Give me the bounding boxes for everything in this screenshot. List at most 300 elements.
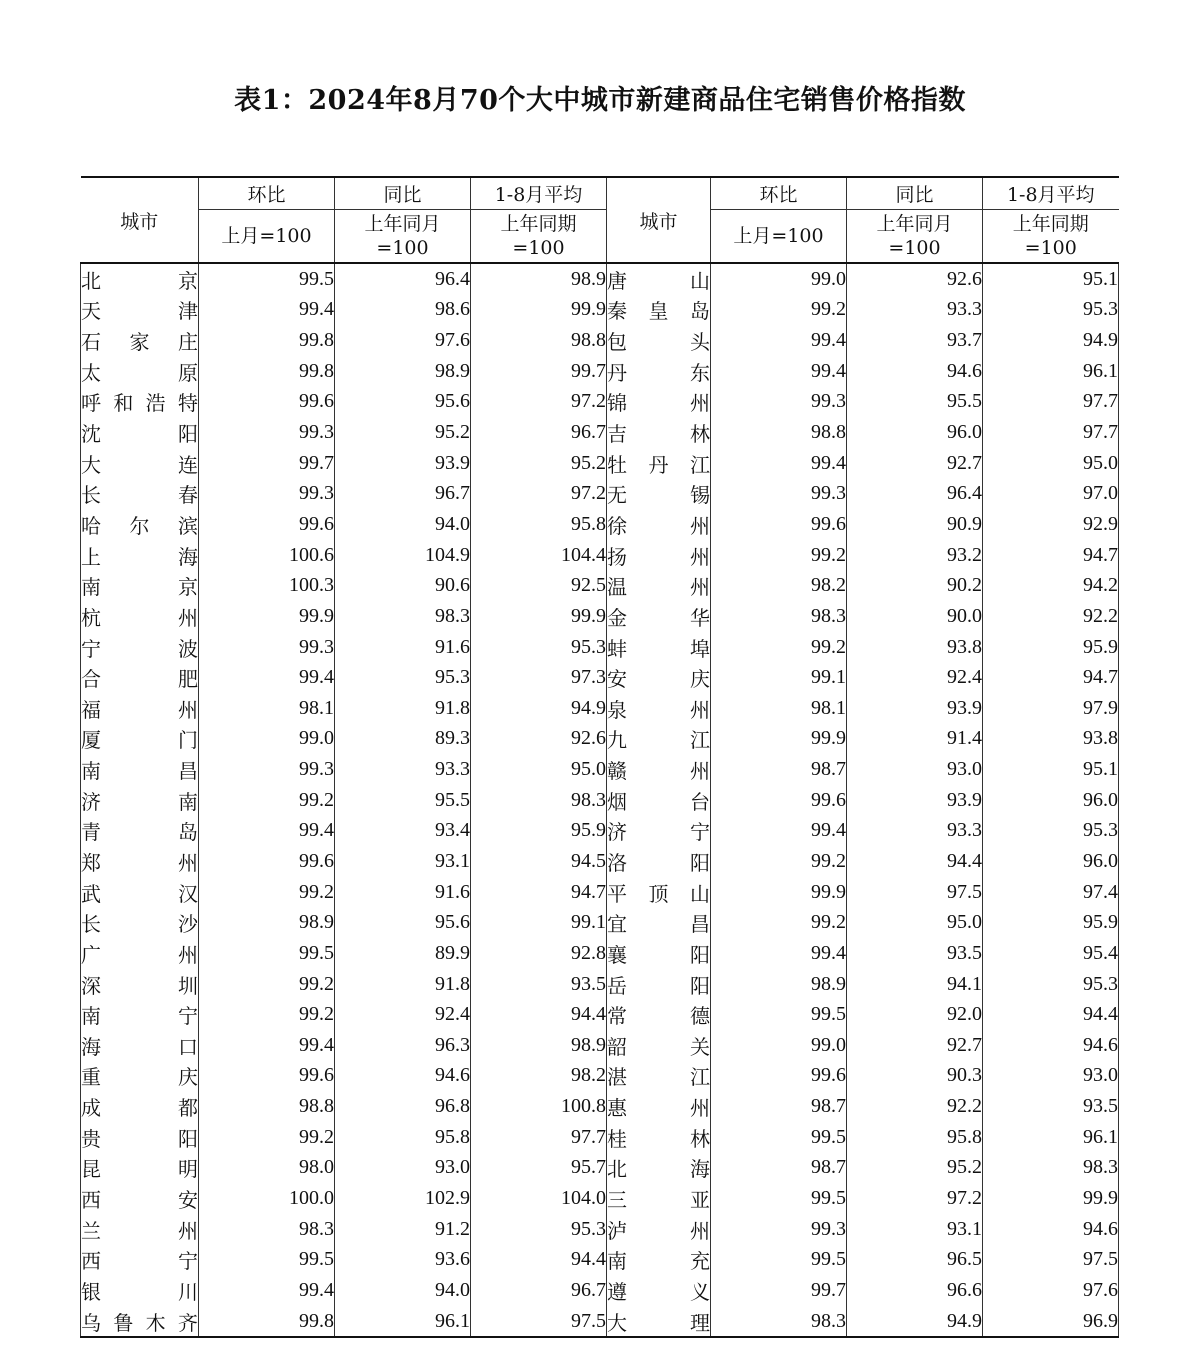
mom-left-cell: 99.7 [199, 448, 335, 479]
mom-right-cell: 99.5 [711, 1122, 847, 1153]
yoy-right-cell: 90.2 [847, 570, 983, 601]
yoy-right-cell: 95.5 [847, 387, 983, 418]
header-yoy-base-right: 上年同月 =100 [847, 210, 983, 264]
mom-right-cell: 99.5 [711, 1245, 847, 1276]
city-right-cell: 洛阳 [607, 846, 711, 877]
table-row [81, 570, 1119, 601]
city-left-cell: 昆明 [81, 1153, 199, 1184]
mom-right-cell: 98.3 [711, 1306, 847, 1338]
header-city-right: 城市 [607, 177, 711, 263]
city-right-cell: 三亚 [607, 1183, 711, 1214]
mom-right-cell: 98.9 [711, 969, 847, 1000]
yoy-right-cell: 94.6 [847, 356, 983, 387]
yoy-right-cell: 96.5 [847, 1245, 983, 1276]
city-right-cell: 岳阳 [607, 969, 711, 1000]
mom-right-cell: 99.6 [711, 1061, 847, 1092]
table-row [81, 724, 1119, 755]
header-mom-base-left: 上月=100 [199, 210, 335, 264]
yoy-left-cell: 94.0 [335, 1275, 471, 1306]
avg-left-cell: 94.7 [471, 877, 607, 908]
yoy-left-cell: 95.5 [335, 785, 471, 816]
avg-right-cell: 94.9 [983, 325, 1119, 356]
header-avg-left: 1-8月平均 [471, 177, 607, 210]
mom-right-cell: 99.3 [711, 478, 847, 509]
header-avg-right: 1-8月平均 [983, 177, 1119, 210]
avg-left-cell: 99.9 [471, 601, 607, 632]
yoy-right-cell: 92.4 [847, 662, 983, 693]
city-right-cell: 丹东 [607, 356, 711, 387]
mom-left-cell: 99.5 [199, 263, 335, 295]
yoy-left-cell: 93.9 [335, 448, 471, 479]
avg-right-cell: 95.3 [983, 295, 1119, 326]
avg-right-cell: 94.7 [983, 540, 1119, 571]
table-row [81, 1183, 1119, 1214]
mom-left-cell: 98.8 [199, 1091, 335, 1122]
mom-right-cell: 99.2 [711, 907, 847, 938]
yoy-right-cell: 93.8 [847, 632, 983, 663]
yoy-left-cell: 102.9 [335, 1183, 471, 1214]
yoy-left-cell: 90.6 [335, 570, 471, 601]
yoy-right-cell: 94.9 [847, 1306, 983, 1338]
city-left-cell: 南宁 [81, 999, 199, 1030]
city-right-cell: 赣州 [607, 754, 711, 785]
table-row [81, 1275, 1119, 1306]
avg-right-cell: 95.1 [983, 754, 1119, 785]
table-row [81, 1153, 1119, 1184]
city-left-cell: 宁波 [81, 632, 199, 663]
yoy-left-cell: 93.6 [335, 1245, 471, 1276]
avg-right-cell: 96.0 [983, 846, 1119, 877]
city-right-cell: 南充 [607, 1245, 711, 1276]
city-right-cell: 泉州 [607, 693, 711, 724]
mom-left-cell: 98.0 [199, 1153, 335, 1184]
city-left-cell: 郑州 [81, 846, 199, 877]
mom-right-cell: 99.7 [711, 1275, 847, 1306]
mom-right-cell: 98.1 [711, 693, 847, 724]
avg-left-cell: 98.3 [471, 785, 607, 816]
yoy-right-cell: 92.6 [847, 263, 983, 295]
header-avg-base-left: 上年同期 =100 [471, 210, 607, 264]
avg-right-cell: 95.0 [983, 448, 1119, 479]
avg-right-cell: 94.4 [983, 999, 1119, 1030]
yoy-right-cell: 93.0 [847, 754, 983, 785]
yoy-left-cell: 94.6 [335, 1061, 471, 1092]
city-left-cell: 成都 [81, 1091, 199, 1122]
yoy-left-cell: 95.6 [335, 907, 471, 938]
avg-left-cell: 96.7 [471, 417, 607, 448]
avg-right-cell: 97.4 [983, 877, 1119, 908]
table-row [81, 969, 1119, 1000]
yoy-left-cell: 93.0 [335, 1153, 471, 1184]
avg-right-cell: 97.5 [983, 1245, 1119, 1276]
city-right-cell: 金华 [607, 601, 711, 632]
yoy-right-cell: 93.2 [847, 540, 983, 571]
city-right-cell: 襄阳 [607, 938, 711, 969]
mom-right-cell: 99.9 [711, 724, 847, 755]
city-left-cell: 贵阳 [81, 1122, 199, 1153]
mom-left-cell: 99.2 [199, 969, 335, 1000]
city-right-cell: 扬州 [607, 540, 711, 571]
city-right-cell: 包头 [607, 325, 711, 356]
yoy-left-cell: 96.4 [335, 263, 471, 295]
mom-right-cell: 99.2 [711, 295, 847, 326]
avg-right-cell: 99.9 [983, 1183, 1119, 1214]
yoy-left-cell: 94.0 [335, 509, 471, 540]
yoy-left-cell: 91.2 [335, 1214, 471, 1245]
table-row [81, 1214, 1119, 1245]
yoy-right-cell: 94.4 [847, 846, 983, 877]
yoy-right-cell: 92.2 [847, 1091, 983, 1122]
yoy-right-cell: 97.2 [847, 1183, 983, 1214]
city-right-cell: 秦皇岛 [607, 295, 711, 326]
mom-left-cell: 99.4 [199, 816, 335, 847]
mom-left-cell: 99.6 [199, 846, 335, 877]
avg-right-cell: 94.6 [983, 1214, 1119, 1245]
yoy-right-cell: 90.9 [847, 509, 983, 540]
yoy-right-cell: 93.3 [847, 816, 983, 847]
mom-right-cell: 99.4 [711, 938, 847, 969]
mom-left-cell: 99.4 [199, 295, 335, 326]
city-left-cell: 青岛 [81, 816, 199, 847]
mom-right-cell: 98.7 [711, 1153, 847, 1184]
city-right-cell: 无锡 [607, 478, 711, 509]
yoy-left-cell: 89.3 [335, 724, 471, 755]
avg-left-cell: 97.2 [471, 387, 607, 418]
mom-left-cell: 98.3 [199, 1214, 335, 1245]
table-row [81, 295, 1119, 326]
yoy-left-cell: 95.2 [335, 417, 471, 448]
city-right-cell: 常德 [607, 999, 711, 1030]
yoy-right-cell: 96.6 [847, 1275, 983, 1306]
city-left-cell: 长沙 [81, 907, 199, 938]
yoy-right-cell: 93.1 [847, 1214, 983, 1245]
city-right-cell: 济宁 [607, 816, 711, 847]
city-left-cell: 石家庄 [81, 325, 199, 356]
avg-left-cell: 97.3 [471, 662, 607, 693]
avg-left-cell: 98.9 [471, 263, 607, 295]
mom-left-cell: 99.9 [199, 601, 335, 632]
mom-right-cell: 99.5 [711, 1183, 847, 1214]
yoy-right-cell: 93.3 [847, 295, 983, 326]
avg-right-cell: 95.9 [983, 632, 1119, 663]
mom-left-cell: 99.2 [199, 785, 335, 816]
avg-right-cell: 92.9 [983, 509, 1119, 540]
city-right-cell: 平顶山 [607, 877, 711, 908]
city-left-cell: 哈尔滨 [81, 509, 199, 540]
city-left-cell: 海口 [81, 1030, 199, 1061]
mom-right-cell: 99.4 [711, 325, 847, 356]
city-left-cell: 银川 [81, 1275, 199, 1306]
city-left-cell: 长春 [81, 478, 199, 509]
avg-right-cell: 98.3 [983, 1153, 1119, 1184]
city-right-cell: 锦州 [607, 387, 711, 418]
avg-left-cell: 92.6 [471, 724, 607, 755]
table-row [81, 540, 1119, 571]
table-row [81, 907, 1119, 938]
header-mom-right: 环比 [711, 177, 847, 210]
yoy-right-cell: 93.9 [847, 693, 983, 724]
avg-right-cell: 97.7 [983, 387, 1119, 418]
city-left-cell: 西宁 [81, 1245, 199, 1276]
table-row [81, 938, 1119, 969]
price-index-table [80, 176, 1119, 1338]
avg-left-cell: 95.9 [471, 816, 607, 847]
mom-left-cell: 99.3 [199, 417, 335, 448]
table-row [81, 1122, 1119, 1153]
city-right-cell: 唐山 [607, 263, 711, 295]
mom-left-cell: 100.0 [199, 1183, 335, 1214]
table-row [81, 1061, 1119, 1092]
avg-right-cell: 92.2 [983, 601, 1119, 632]
mom-right-cell: 99.4 [711, 816, 847, 847]
avg-left-cell: 97.7 [471, 1122, 607, 1153]
mom-left-cell: 98.1 [199, 693, 335, 724]
yoy-left-cell: 97.6 [335, 325, 471, 356]
mom-right-cell: 98.2 [711, 570, 847, 601]
avg-right-cell: 93.8 [983, 724, 1119, 755]
mom-left-cell: 99.5 [199, 938, 335, 969]
city-left-cell: 广州 [81, 938, 199, 969]
mom-right-cell: 99.0 [711, 263, 847, 295]
avg-right-cell: 95.4 [983, 938, 1119, 969]
avg-left-cell: 99.7 [471, 356, 607, 387]
table-row [81, 693, 1119, 724]
mom-right-cell: 98.7 [711, 1091, 847, 1122]
avg-right-cell: 95.3 [983, 816, 1119, 847]
yoy-left-cell: 91.8 [335, 693, 471, 724]
table-row [81, 1306, 1119, 1338]
yoy-left-cell: 98.3 [335, 601, 471, 632]
city-left-cell: 合肥 [81, 662, 199, 693]
header-mom-left: 环比 [199, 177, 335, 210]
avg-left-cell: 98.8 [471, 325, 607, 356]
city-left-cell: 沈阳 [81, 417, 199, 448]
city-left-cell: 呼和浩特 [81, 387, 199, 418]
table-row [81, 816, 1119, 847]
mom-left-cell: 99.2 [199, 877, 335, 908]
table-row [81, 1030, 1119, 1061]
yoy-right-cell: 92.7 [847, 1030, 983, 1061]
yoy-left-cell: 91.6 [335, 877, 471, 908]
mom-left-cell: 99.6 [199, 509, 335, 540]
city-right-cell: 牡丹江 [607, 448, 711, 479]
avg-right-cell: 94.7 [983, 662, 1119, 693]
avg-left-cell: 97.5 [471, 1306, 607, 1338]
table-row [81, 325, 1119, 356]
mom-right-cell: 98.8 [711, 417, 847, 448]
yoy-left-cell: 98.9 [335, 356, 471, 387]
avg-left-cell: 95.3 [471, 632, 607, 663]
mom-right-cell: 99.1 [711, 662, 847, 693]
avg-left-cell: 95.3 [471, 1214, 607, 1245]
city-left-cell: 重庆 [81, 1061, 199, 1092]
avg-left-cell: 92.5 [471, 570, 607, 601]
mom-left-cell: 99.4 [199, 1030, 335, 1061]
city-left-cell: 杭州 [81, 601, 199, 632]
avg-left-cell: 95.8 [471, 509, 607, 540]
avg-right-cell: 94.6 [983, 1030, 1119, 1061]
city-right-cell: 韶关 [607, 1030, 711, 1061]
avg-left-cell: 95.0 [471, 754, 607, 785]
mom-left-cell: 99.6 [199, 1061, 335, 1092]
yoy-left-cell: 96.1 [335, 1306, 471, 1338]
header-yoy-left: 同比 [335, 177, 471, 210]
yoy-right-cell: 93.9 [847, 785, 983, 816]
mom-right-cell: 99.9 [711, 877, 847, 908]
mom-left-cell: 99.5 [199, 1245, 335, 1276]
mom-right-cell: 99.0 [711, 1030, 847, 1061]
city-right-cell: 北海 [607, 1153, 711, 1184]
city-right-cell: 大理 [607, 1306, 711, 1338]
city-left-cell: 乌鲁木齐 [81, 1306, 199, 1338]
yoy-right-cell: 95.0 [847, 907, 983, 938]
city-right-cell: 泸州 [607, 1214, 711, 1245]
mom-left-cell: 99.8 [199, 1306, 335, 1338]
city-right-cell: 湛江 [607, 1061, 711, 1092]
yoy-right-cell: 93.7 [847, 325, 983, 356]
city-right-cell: 桂林 [607, 1122, 711, 1153]
city-left-cell: 天津 [81, 295, 199, 326]
yoy-left-cell: 89.9 [335, 938, 471, 969]
city-left-cell: 上海 [81, 540, 199, 571]
city-right-cell: 徐州 [607, 509, 711, 540]
yoy-left-cell: 93.3 [335, 754, 471, 785]
mom-left-cell: 99.4 [199, 662, 335, 693]
mom-left-cell: 99.8 [199, 325, 335, 356]
avg-right-cell: 95.9 [983, 907, 1119, 938]
header-yoy-right: 同比 [847, 177, 983, 210]
yoy-left-cell: 96.7 [335, 478, 471, 509]
avg-left-cell: 95.7 [471, 1153, 607, 1184]
city-left-cell: 福州 [81, 693, 199, 724]
avg-right-cell: 96.0 [983, 785, 1119, 816]
yoy-left-cell: 93.1 [335, 846, 471, 877]
table-row [81, 509, 1119, 540]
avg-right-cell: 93.5 [983, 1091, 1119, 1122]
mom-right-cell: 99.6 [711, 785, 847, 816]
table-row [81, 877, 1119, 908]
avg-left-cell: 104.0 [471, 1183, 607, 1214]
yoy-left-cell: 95.6 [335, 387, 471, 418]
mom-right-cell: 98.7 [711, 754, 847, 785]
yoy-left-cell: 96.3 [335, 1030, 471, 1061]
avg-left-cell: 98.2 [471, 1061, 607, 1092]
header-city-left: 城市 [81, 177, 199, 263]
avg-left-cell: 95.2 [471, 448, 607, 479]
mom-right-cell: 99.3 [711, 1214, 847, 1245]
table-row [81, 417, 1119, 448]
city-left-cell: 西安 [81, 1183, 199, 1214]
avg-right-cell: 96.9 [983, 1306, 1119, 1338]
table-row [81, 448, 1119, 479]
header-mom-base-right: 上月=100 [711, 210, 847, 264]
table-row [81, 356, 1119, 387]
city-left-cell: 厦门 [81, 724, 199, 755]
avg-left-cell: 100.8 [471, 1091, 607, 1122]
avg-right-cell: 96.1 [983, 356, 1119, 387]
yoy-right-cell: 90.3 [847, 1061, 983, 1092]
yoy-right-cell: 95.2 [847, 1153, 983, 1184]
avg-left-cell: 99.9 [471, 295, 607, 326]
avg-left-cell: 94.5 [471, 846, 607, 877]
mom-left-cell: 99.8 [199, 356, 335, 387]
city-left-cell: 太原 [81, 356, 199, 387]
avg-left-cell: 98.9 [471, 1030, 607, 1061]
avg-right-cell: 97.0 [983, 478, 1119, 509]
city-right-cell: 遵义 [607, 1275, 711, 1306]
table-row [81, 1091, 1119, 1122]
city-right-cell: 吉林 [607, 417, 711, 448]
city-right-cell: 温州 [607, 570, 711, 601]
mom-left-cell: 98.9 [199, 907, 335, 938]
city-left-cell: 大连 [81, 448, 199, 479]
mom-left-cell: 99.3 [199, 632, 335, 663]
avg-right-cell: 97.7 [983, 417, 1119, 448]
avg-right-cell: 95.3 [983, 969, 1119, 1000]
avg-right-cell: 97.6 [983, 1275, 1119, 1306]
mom-left-cell: 99.3 [199, 754, 335, 785]
mom-right-cell: 99.4 [711, 356, 847, 387]
mom-left-cell: 100.6 [199, 540, 335, 571]
yoy-left-cell: 96.8 [335, 1091, 471, 1122]
avg-left-cell: 92.8 [471, 938, 607, 969]
mom-right-cell: 99.2 [711, 846, 847, 877]
table-row [81, 478, 1119, 509]
city-left-cell: 济南 [81, 785, 199, 816]
mom-left-cell: 99.6 [199, 387, 335, 418]
mom-left-cell: 99.2 [199, 999, 335, 1030]
avg-left-cell: 94.9 [471, 693, 607, 724]
table-row [81, 1245, 1119, 1276]
mom-left-cell: 99.2 [199, 1122, 335, 1153]
avg-left-cell: 94.4 [471, 1245, 607, 1276]
city-left-cell: 兰州 [81, 1214, 199, 1245]
table-row [81, 846, 1119, 877]
yoy-right-cell: 92.0 [847, 999, 983, 1030]
avg-right-cell: 97.9 [983, 693, 1119, 724]
city-right-cell: 烟台 [607, 785, 711, 816]
table-row [81, 999, 1119, 1030]
yoy-right-cell: 96.0 [847, 417, 983, 448]
table-row [81, 263, 1119, 295]
yoy-right-cell: 95.8 [847, 1122, 983, 1153]
yoy-right-cell: 94.1 [847, 969, 983, 1000]
mom-right-cell: 99.6 [711, 509, 847, 540]
city-right-cell: 蚌埠 [607, 632, 711, 663]
mom-right-cell: 99.2 [711, 632, 847, 663]
yoy-right-cell: 90.0 [847, 601, 983, 632]
mom-left-cell: 99.4 [199, 1275, 335, 1306]
table-row [81, 754, 1119, 785]
avg-right-cell: 93.0 [983, 1061, 1119, 1092]
avg-left-cell: 104.4 [471, 540, 607, 571]
city-left-cell: 深圳 [81, 969, 199, 1000]
city-right-cell: 安庆 [607, 662, 711, 693]
mom-right-cell: 99.5 [711, 999, 847, 1030]
avg-right-cell: 94.2 [983, 570, 1119, 601]
yoy-right-cell: 96.4 [847, 478, 983, 509]
yoy-right-cell: 91.4 [847, 724, 983, 755]
avg-left-cell: 93.5 [471, 969, 607, 1000]
yoy-right-cell: 93.5 [847, 938, 983, 969]
city-left-cell: 北京 [81, 263, 199, 295]
header-avg-base-right: 上年同期 =100 [983, 210, 1119, 264]
mom-left-cell: 100.3 [199, 570, 335, 601]
city-left-cell: 南昌 [81, 754, 199, 785]
table-row [81, 662, 1119, 693]
header-yoy-base-left: 上年同月 =100 [335, 210, 471, 264]
yoy-left-cell: 95.3 [335, 662, 471, 693]
